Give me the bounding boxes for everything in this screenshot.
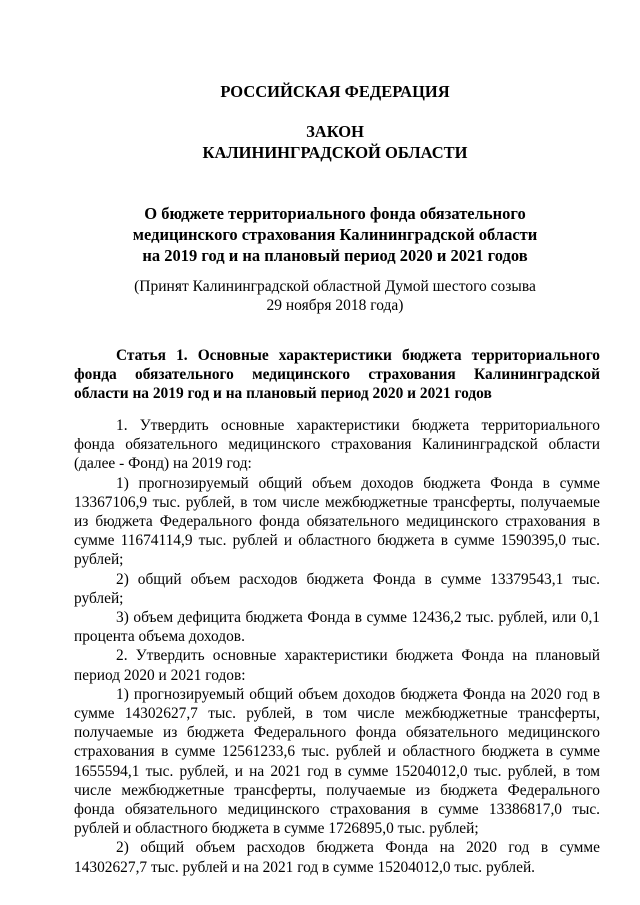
law-title [70,203,600,266]
region-heading: КАЛИНИНГРАДСКОЙ ОБЛАСТИ [202,143,468,162]
paragraph: 2. Утвердить основные характеристики бюджета Фонда на плановый период 2020 и 2021 годов: [74,647,600,684]
law-title-line: на 2019 год и на плановый период 2020 и 2021 годов [142,246,528,265]
law-title-line: медицинского страхования Калининградской области [132,225,538,244]
country-heading: РОССИЙСКАЯ ФЕДЕРАЦИЯ [220,82,450,101]
law-heading: ЗАКОН [306,122,364,141]
law-title-line: О бюджете территориального фонда обязательного [144,204,526,223]
article-heading: Статья 1. Основные характеристики бюджета территориального фонда обязательного медицинского страхования Калининградской области на 2019 год и на плановый период 2020 и 2021 годов [74,347,600,403]
paragraph: 1) прогнозируемый общий объем доходов бюджета Фонда на 2020 год в сумме 14302627,7 тыс. рублей, в том числе межбюджетные трансферты, получаемые из бюджета Федерального фонда обязательного медицинского страхования в сумме 12561233,6 тыс. рублей и областного бюджета в сумме 1655594,1 тыс. рублей, и на 2021 год в сумме 15204012,0 тыс. рублей, в том числе межбюджетные трансферты, получаемые из бюджета Федерального фонда обязательного медицинского страхования в сумме 13386817,0 тыс. рублей и областного бюджета в сумме 1726895,0 тыс. рублей; [74,685,600,838]
adoption-note [70,277,600,315]
adoption-line: 29 ноября 2018 года) [266,297,404,314]
article-body [74,416,600,877]
paragraph: 1. Утвердить основные характеристики бюджета территориального фонда обязательного медицинского страхования Калининградской области (далее - Фонд) на 2019 год: [74,417,600,473]
paragraph: 2) общий объем расходов бюджета Фонда на 2020 год в сумме 14302627,7 тыс. рублей и на 2021 год в сумме 15204012,0 тыс. рублей. [74,839,600,876]
adoption-line: (Принят Калининградской областной Думой шестого созыва [134,278,536,295]
paragraph: 1) прогнозируемый общий объем доходов бюджета Фонда в сумме 13367106,9 тыс. рублей, в том числе межбюджетные трансферты, получаемые из бюджета Федерального фонда обязательного медицинского страхования в сумме 11674114,9 тыс. рублей и областного бюджета в сумме 1590395,0 тыс. рублей; [74,474,600,569]
paragraph: 2) общий объем расходов бюджета Фонда в сумме 13379543,1 тыс. рублей; [74,570,600,607]
paragraph: 3) объем дефицита бюджета Фонда в сумме 12436,2 тыс. рублей, или 0,1 процента объема доходов. [74,609,600,646]
